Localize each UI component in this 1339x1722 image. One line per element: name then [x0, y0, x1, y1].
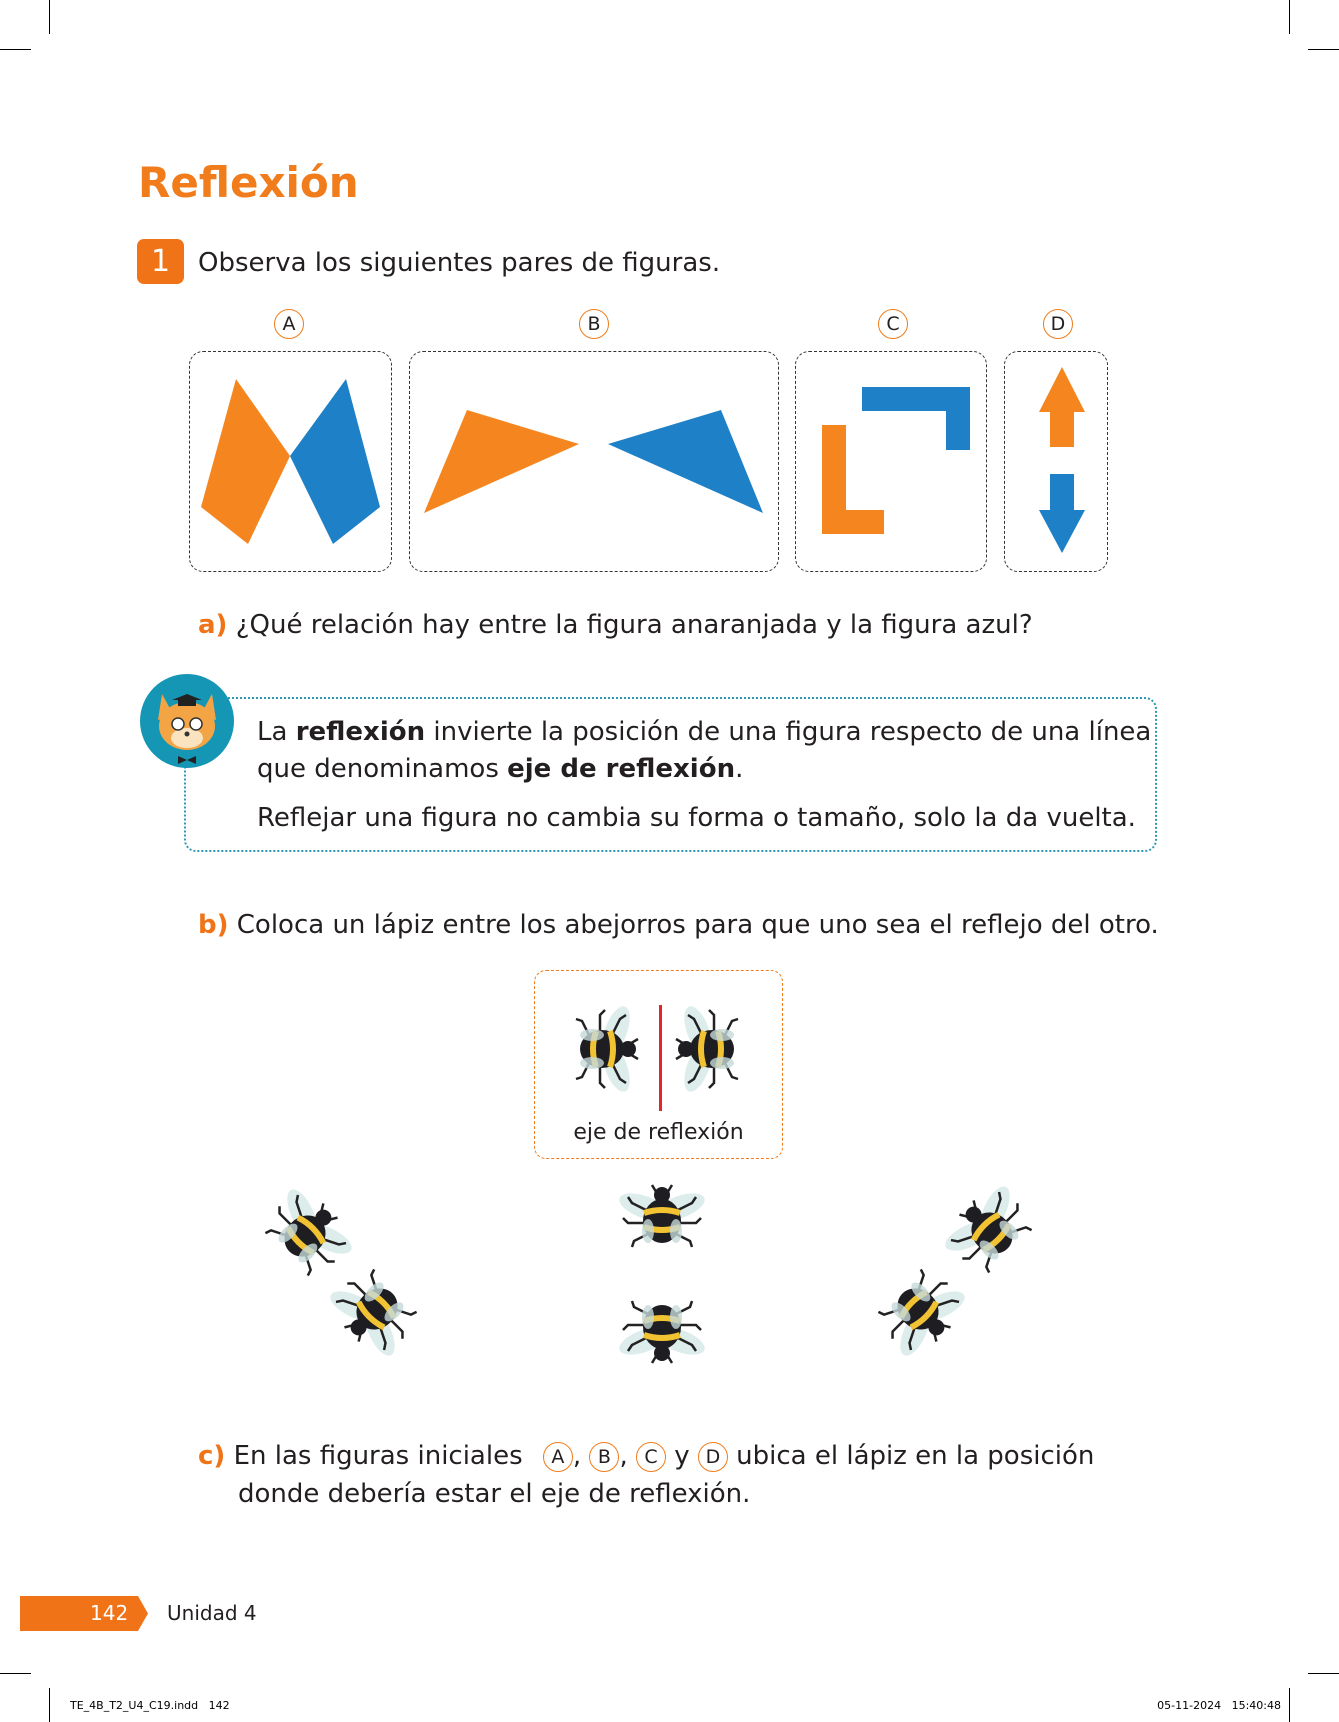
- bee-icon: [616, 1185, 708, 1247]
- question-c-label: c): [198, 1441, 226, 1471]
- bee-icon: [319, 1258, 428, 1367]
- question-a-text: ¿Qué relación hay entre la figura anaranjada y la figura azul?: [235, 610, 1033, 640]
- crop-mark: [1308, 1673, 1339, 1674]
- page-title: Reflexión: [138, 158, 359, 207]
- info-bold-term: reflexión: [295, 717, 426, 747]
- question-b-label: b): [198, 910, 229, 940]
- info-text: invierte la posición de una figura respecto de una línea: [425, 717, 1152, 747]
- question-c-line-2: donde debería estar el eje de reflexión.: [238, 1479, 751, 1509]
- question-b-text: Coloca un lápiz entre los abejorros para que uno sea el reflejo del otro.: [236, 910, 1159, 940]
- bee-icon: [254, 1178, 363, 1287]
- info-text: que denominamos: [257, 754, 508, 784]
- info-line-3: Reflejar una figura no cambia su forma o tamaño, solo la da vuelta.: [257, 803, 1136, 833]
- separator: ,: [619, 1441, 628, 1471]
- crop-mark: [1289, 1688, 1290, 1722]
- figure-label-a: A: [274, 309, 304, 339]
- figure-label-b: B: [579, 309, 609, 339]
- question-c-line-1: [198, 1441, 1094, 1472]
- figure-label-d: D: [1043, 309, 1073, 339]
- question-c-text: ubica el lápiz en la posición: [736, 1441, 1095, 1471]
- info-text: .: [735, 754, 744, 784]
- question-c-text: En las figuras iniciales: [233, 1441, 523, 1471]
- question-a-label: a): [198, 610, 228, 640]
- unit-label: Unidad 4: [167, 1601, 257, 1625]
- figure-label-c: C: [878, 309, 908, 339]
- bee-icon: [676, 1003, 738, 1095]
- ref-b: B: [589, 1442, 619, 1472]
- page-number: 142: [90, 1601, 129, 1625]
- conjunction: y: [674, 1441, 690, 1471]
- ref-a: A: [543, 1442, 573, 1472]
- crop-mark: [49, 1688, 50, 1722]
- info-text: La: [257, 717, 296, 747]
- crop-mark: [0, 1673, 31, 1674]
- bee-icon: [616, 1301, 708, 1363]
- example-caption: eje de reflexión: [573, 1120, 744, 1145]
- bee-icon: [576, 1003, 638, 1095]
- slug-datetime: 05-11-2024 15:40:48: [1157, 1699, 1281, 1712]
- info-bold-term: eje de reflexión: [507, 754, 736, 784]
- activity-instruction: Observa los siguientes pares de figuras.: [198, 248, 721, 278]
- bee-icon: [867, 1258, 976, 1367]
- slug-file: TE_4B_T2_U4_C19.indd 142: [70, 1699, 230, 1712]
- ref-c: C: [636, 1442, 666, 1472]
- activity-number: 1: [137, 239, 184, 284]
- ref-d: D: [698, 1442, 728, 1472]
- page-number-tab: [20, 1596, 148, 1631]
- separator: ,: [572, 1441, 582, 1471]
- bee-icon: [934, 1175, 1043, 1284]
